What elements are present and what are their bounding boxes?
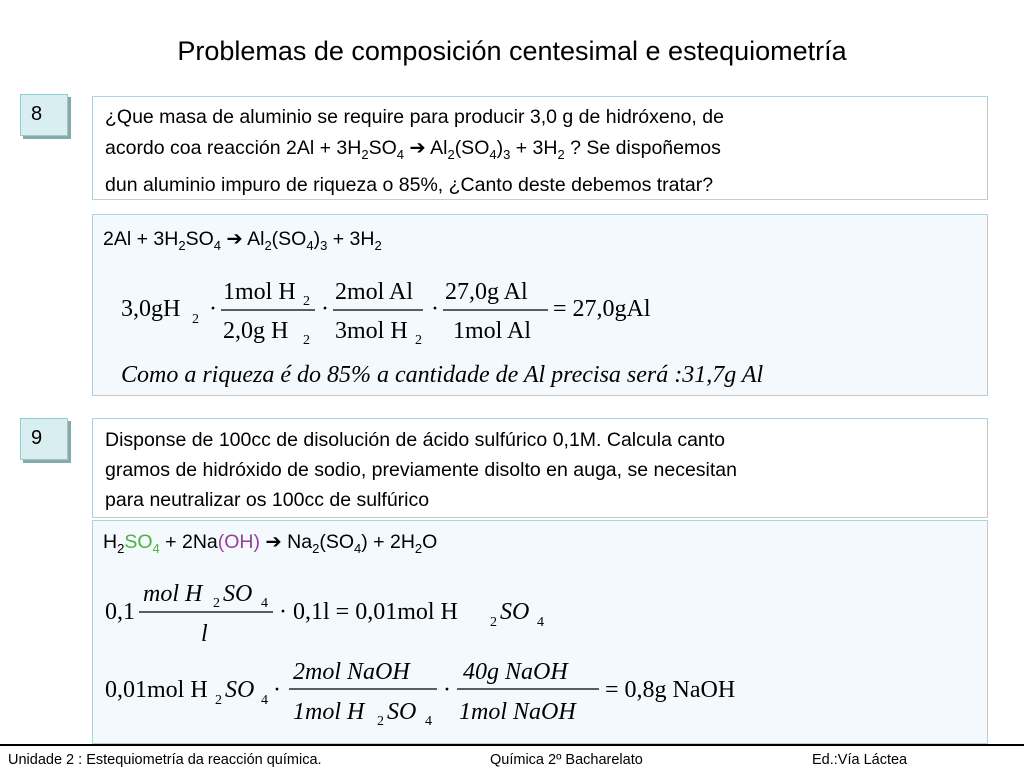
fraction-denominator: l	[201, 621, 208, 647]
calc-result: = 0,8g NaOH	[605, 677, 736, 703]
footer-unit: Unidade 2 : Estequiometría da reacción química.	[8, 752, 322, 768]
fraction-numerator: mol H	[143, 581, 203, 607]
svg-text:2: 2	[490, 615, 497, 630]
svg-text:SO: SO	[223, 581, 253, 607]
problem-number-8: 8	[20, 94, 68, 136]
fraction-numerator: 2mol Al	[335, 279, 414, 305]
svg-text:2: 2	[377, 714, 384, 729]
svg-text:4: 4	[425, 714, 432, 729]
dot: ·	[321, 296, 329, 322]
problem-9-question	[105, 425, 979, 515]
dot: ·	[431, 296, 439, 322]
svg-text:4: 4	[261, 693, 268, 708]
stoichiometry-calculation-8	[93, 215, 989, 397]
svg-text:SO: SO	[387, 699, 417, 725]
fraction-denominator: 1mol NaOH	[459, 699, 576, 725]
svg-text:2: 2	[213, 596, 220, 611]
fraction-denominator: 1mol H	[293, 699, 365, 725]
problem-9-solution-panel	[92, 520, 988, 744]
fraction-numerator: 27,0g Al	[445, 279, 528, 305]
subscript: 2	[303, 333, 310, 348]
fraction-numerator: 2mol NaOH	[293, 659, 410, 685]
reaction-equation: $H_2SO_4 + 2Na(OH)$ ➔ $Na_2(SO_4) + 2H_2O$	[103, 531, 438, 556]
question-line: acordo coa reacción $2Al + 3H_2SO_4$ ➔ $Al_2(SO_4)_3 + 3H_2$ ? Se dispoñemos	[105, 137, 721, 162]
calc-lead: 0,01mol H	[105, 677, 208, 703]
dot: ·	[443, 677, 451, 703]
question-line: gramos de hidróxido de sodio, previamente disolto en auga, se necesitan	[105, 459, 737, 481]
calc-lead: 3,0gH	[121, 296, 181, 322]
question-line: ¿Que masa de aluminio se require para producir 3,0 g de hidróxeno, de	[105, 106, 724, 128]
subscript: 2	[303, 294, 310, 309]
fraction-denominator: 3mol H	[335, 318, 408, 344]
subscript: 2	[415, 333, 422, 348]
reaction-equation: $2Al + 3H_2SO_4$ ➔ $Al_2(SO_4)_3 + 3H_2$	[103, 228, 382, 253]
fraction-numerator: 40g NaOH	[463, 659, 568, 685]
footer-publisher: Ed.:Vía Láctea	[812, 752, 908, 768]
svg-text:4: 4	[261, 596, 268, 611]
dot: ·	[209, 296, 217, 322]
svg-text:2: 2	[215, 693, 222, 708]
dot: ·	[273, 677, 281, 703]
footer-course: Química 2º Bacharelato	[490, 752, 643, 768]
problem-8-question-panel	[92, 96, 988, 200]
problem-9-question-panel	[92, 418, 988, 518]
calc-middle: · 0,1l = 0,01mol H	[279, 599, 458, 625]
conclusion-text: Como a riqueza é do 85% a cantidade de Al precisa será :31,7g Al	[121, 362, 764, 388]
question-line: dun aluminio impuro de riqueza o 85%, ¿Canto deste debemos tratar?	[105, 173, 714, 196]
svg-text:4: 4	[537, 615, 544, 630]
question-line: para neutralizar os 100cc de sulfúrico	[105, 489, 430, 511]
stoichiometry-calculation-9	[93, 521, 989, 745]
problem-8-solution-panel	[92, 214, 988, 396]
problem-number-9: 9	[20, 418, 68, 460]
footer	[0, 744, 1024, 768]
question-line: Disponse de 100cc de disolución de ácido sulfúrico 0,1M. Calcula canto	[105, 429, 726, 451]
page-title: Problemas de composición centesimal e estequiometría	[177, 36, 847, 66]
svg-text:SO: SO	[500, 599, 530, 625]
calc-lead: 0,1	[105, 599, 135, 625]
calc-result: = 27,0gAl	[553, 296, 651, 322]
fraction-numerator: 1mol H	[223, 279, 296, 305]
subscript: 2	[192, 312, 199, 327]
problem-8-question	[105, 102, 979, 201]
fraction-denominator: 2,0g H	[223, 318, 289, 344]
svg-text:SO: SO	[225, 677, 255, 703]
fraction-denominator: 1mol Al	[453, 318, 532, 344]
